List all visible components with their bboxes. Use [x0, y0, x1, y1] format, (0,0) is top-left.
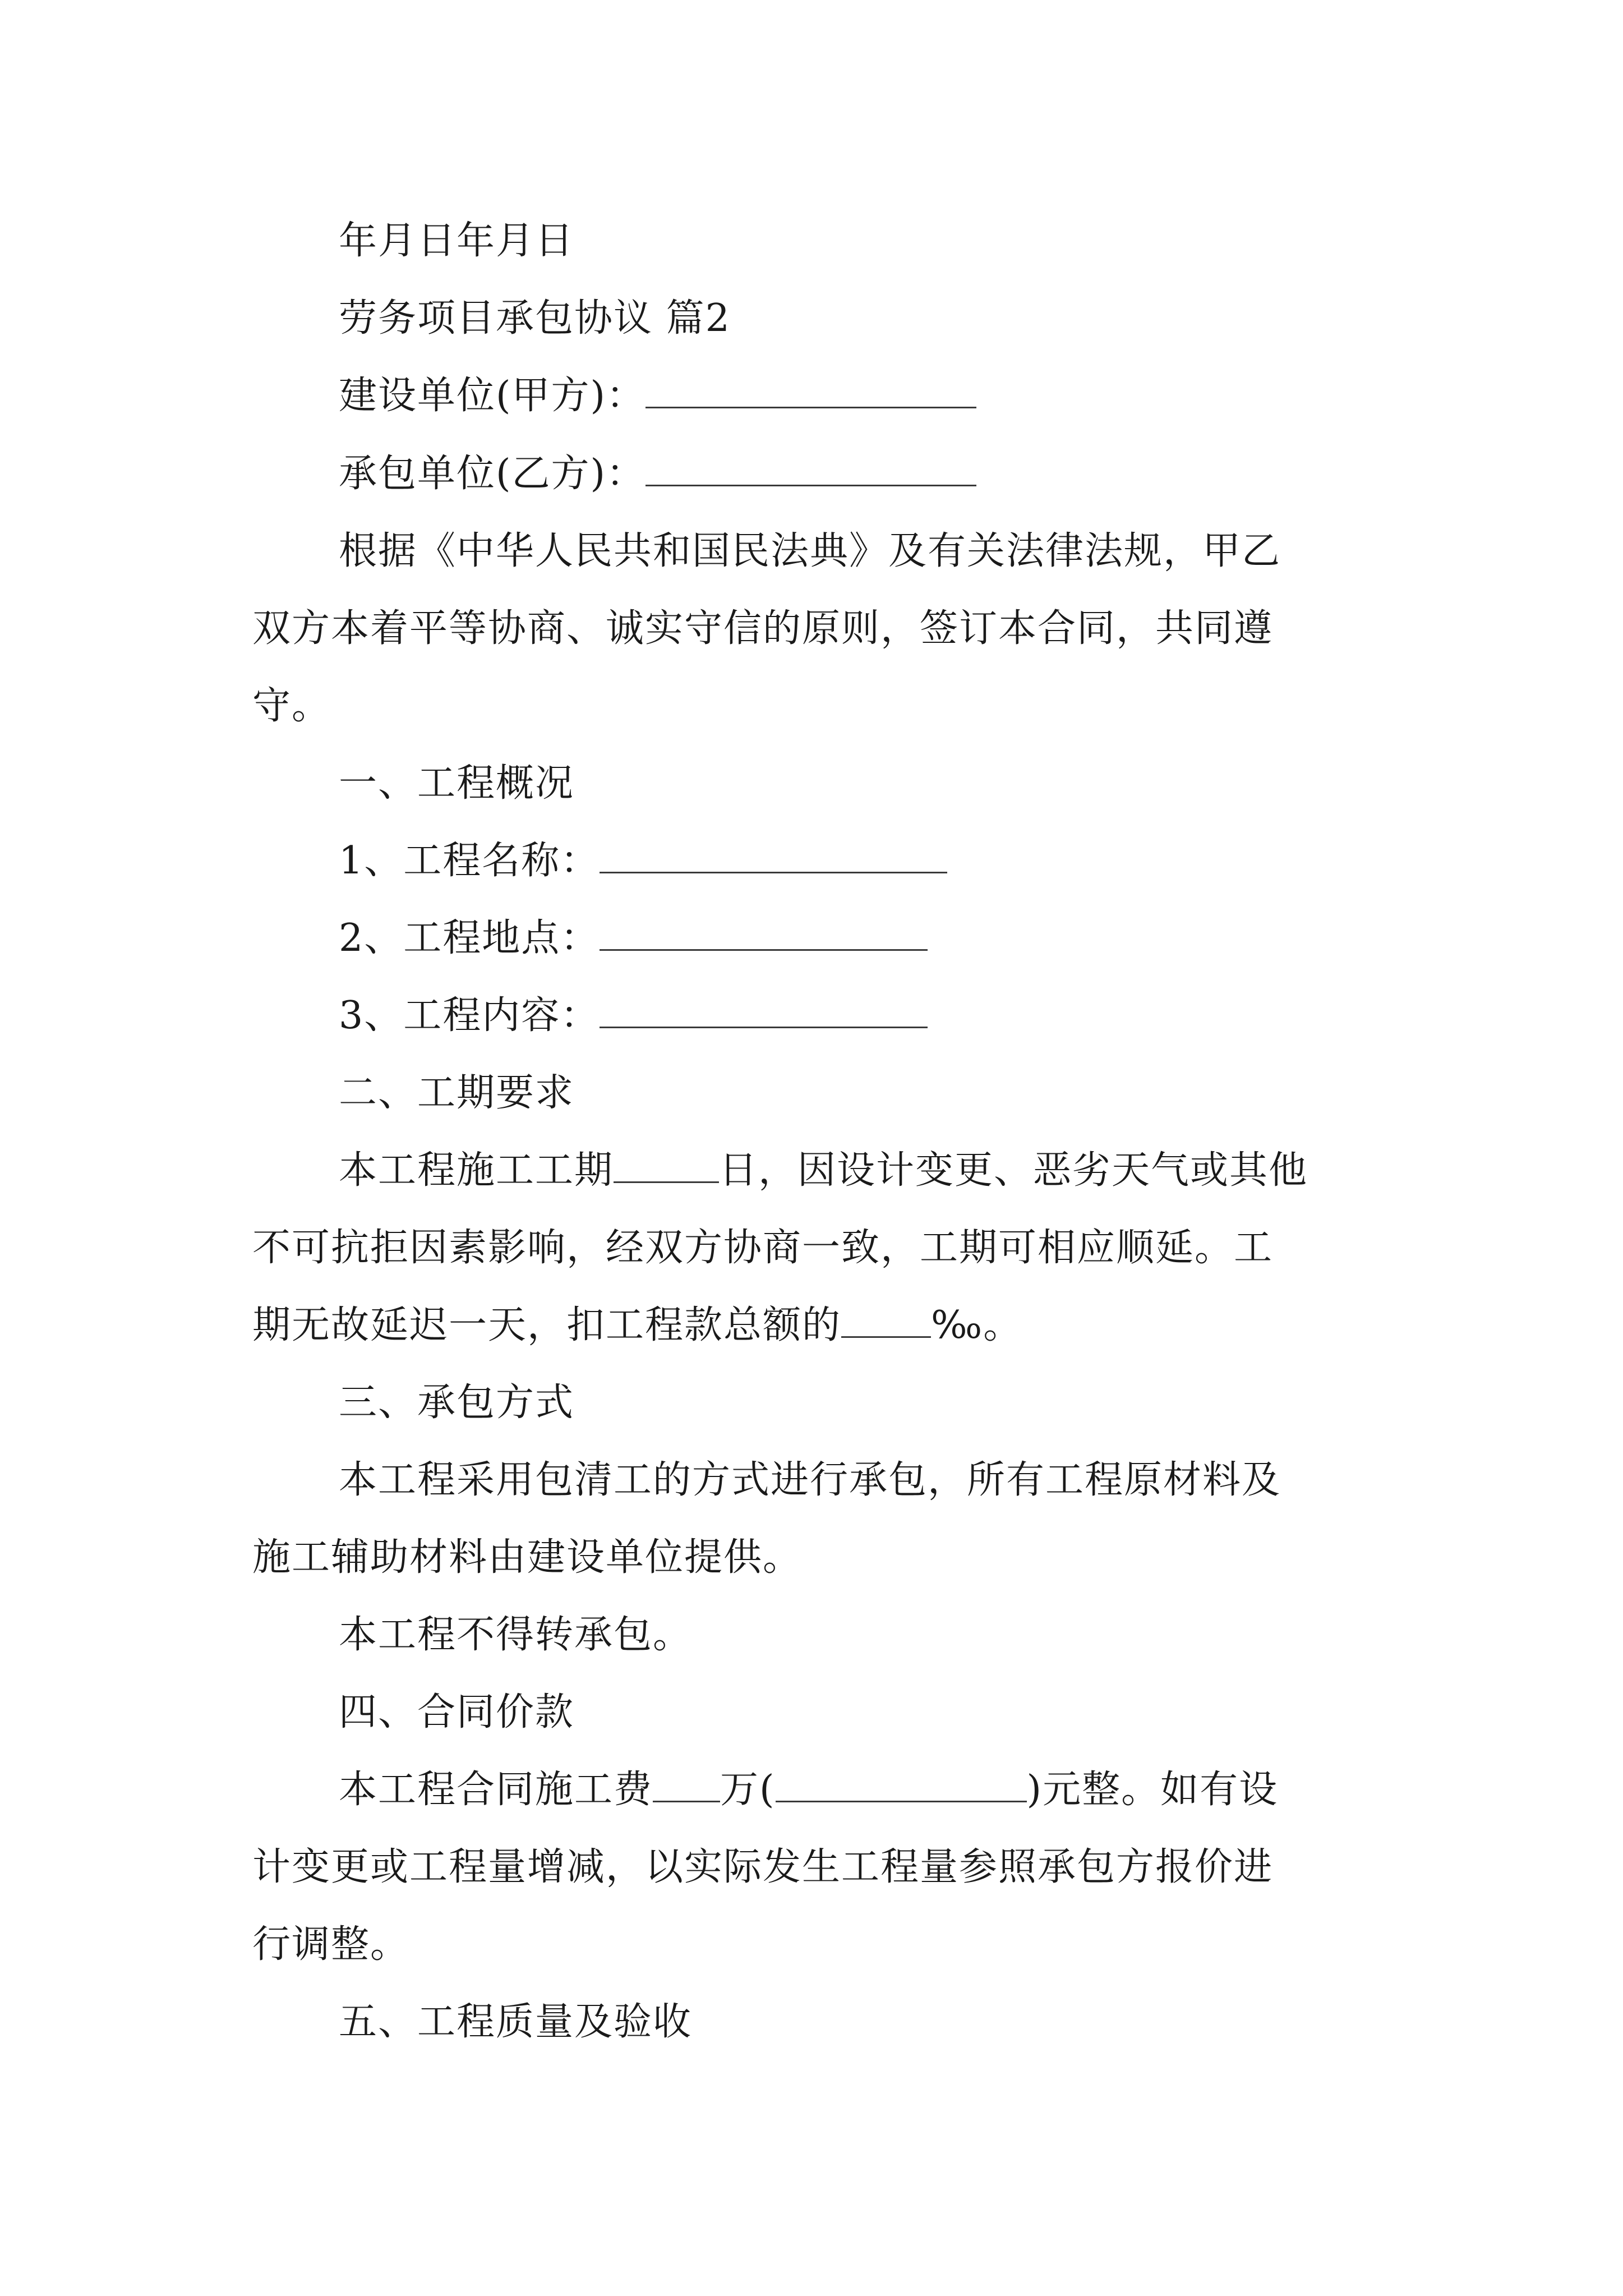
section-3-title: 三、承包方式 [339, 1381, 575, 1425]
contract-method-line-1: 本工程采用包清工的方式进行承包，所有工程原材料及 [339, 1458, 1281, 1502]
schedule-line-1: 本工程施工工期 日，因设计变更、恶劣天气或其他 [339, 1148, 1308, 1193]
project-content-blank [600, 994, 928, 1028]
project-name-line: 1、工程名称： [339, 839, 1460, 884]
intro-line-2: 双方本着平等协商、诚实守信的原则，签订本合同，共同遵 [252, 606, 1274, 651]
intro-line-1: 根据《中华人民共和国民法典》及有关法律法规，甲乙 [339, 529, 1281, 573]
project-content-line: 3、工程内容： [339, 993, 1460, 1038]
party-a-blank [645, 374, 976, 408]
price-line-3: 行调整。 [252, 1922, 410, 1967]
price-line-1: 本工程合同施工费 万( )元整。如有设 [339, 1768, 1279, 1812]
section-2-title: 二、工期要求 [339, 1071, 575, 1115]
party-a-label: 建设单位(甲方)： [339, 374, 646, 418]
project-name-blank [600, 839, 947, 873]
date-line: 年月日年月日 [339, 219, 575, 263]
schedule-line-2: 不可抗拒因素影响，经双方协商一致，工期可相应顺延。工 [252, 1226, 1274, 1270]
penalty-rate-blank [841, 1304, 931, 1338]
section-5-title: 五、工程质量及验收 [339, 2000, 693, 2044]
project-location-blank [600, 917, 928, 951]
party-b-blank [645, 452, 976, 486]
section-1-title: 一、工程概况 [339, 761, 575, 806]
contract-method-line-2: 施工辅助材料由建设单位提供。 [252, 1535, 803, 1580]
no-subcontract-line: 本工程不得转承包。 [339, 1613, 693, 1657]
intro-line-3: 守。 [252, 684, 331, 728]
price-amount-blank [653, 1768, 720, 1802]
party-b-label: 承包单位(乙方)： [339, 452, 646, 496]
schedule-days-blank [614, 1149, 719, 1183]
price-line-2: 计变更或工程量增减，以实际发生工程量参照承包方报价进 [252, 1845, 1274, 1889]
party-b-line [339, 452, 1460, 496]
price-words-blank [776, 1768, 1027, 1802]
agreement-heading: 劳务项目承包协议 篇2 [339, 296, 731, 341]
party-a-line [339, 374, 1460, 418]
schedule-line-3: 期无故延迟一天，扣工程款总额的 ‰。 [252, 1303, 1023, 1347]
section-4-title: 四、合同价款 [339, 1690, 575, 1734]
project-location-line: 2、工程地点： [339, 916, 1460, 961]
